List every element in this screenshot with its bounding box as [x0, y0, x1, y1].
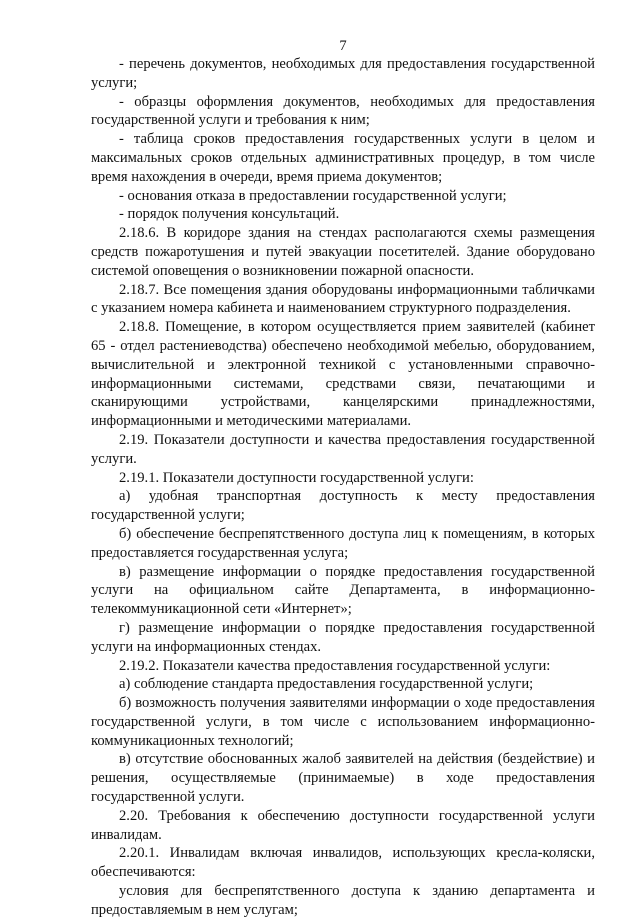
paragraph-2-20: 2.20. Требования к обеспечению доступности государственной услуги инвалидам.	[91, 807, 595, 843]
paragraph-2-18-6: 2.18.6. В коридоре здания на стендах располагаются схемы размещения средств пожаротушения и путей эвакуации посетителей. Здание оборудовано системой оповещения о возникновении пожарной опасности.	[91, 225, 595, 279]
paragraph-2-19-2-b: б) возможность получения заявителями информации о ходе предоставления государственной услуги, в том числе с использованием информационно-коммуникационных технологий;	[91, 695, 595, 749]
paragraph-2-19: 2.19. Показатели доступности и качества предоставления государственной услуги.	[91, 431, 595, 467]
paragraph-2-19-1-b: б) обеспечение беспрепятственного доступа лиц к помещениям, в которых предоставляется государственная услуга;	[91, 525, 595, 561]
paragraph-list-consultations: - порядок получения консультаций.	[119, 206, 340, 223]
paragraph-list-samples: - образцы оформления документов, необходимых для предоставления государственной услуги и требования к ним;	[91, 93, 595, 129]
paragraph-2-19-2-a: а) соблюдение стандарта предоставления государственной услуги;	[119, 676, 534, 693]
paragraph-2-19-2: 2.19.2. Показатели качества предоставления государственной услуги:	[119, 657, 551, 674]
page-number: 7	[339, 38, 347, 54]
paragraph-conditions: условия для беспрепятственного доступа к зданию департамента и предоставляемым в нем услугам;	[91, 883, 595, 918]
paragraph-2-18-8: 2.18.8. Помещение, в котором осуществляется прием заявителей (кабинет 65 - отдел растениеводства) обеспечено необходимой мебелью, оборудованием, вычислительной и электронной техникой с установленными справочно-информационными системами, средствами связи, печатающими и сканирующими устройствами, канцелярскими принадлежностями, информационными и методическими материалами.	[91, 319, 595, 430]
document-body	[91, 55, 595, 920]
paragraph-list-deadlines: - таблица сроков предоставления государственных услуги в целом и максимальных сроков отдельных административных процедур, в том числе время нахождения в очереди, время приема документов;	[91, 131, 595, 185]
paragraph-2-19-2-v: в) отсутствие обоснованных жалоб заявителей на действия (бездействие) и решения, осуществляемые (принимаемые) в ходе предоставления государственной услуги.	[91, 751, 595, 806]
paragraph-2-19-1: 2.19.1. Показатели доступности государственной услуги:	[119, 469, 474, 486]
paragraph-2-19-1-a: а) удобная транспортная доступность к месту предоставления государственной услуги;	[91, 488, 595, 524]
paragraph-2-19-1-g: г) размещение информации о порядке предоставления государственной услуги на информационных стендах.	[91, 619, 595, 655]
paragraph-list-documents: - перечень документов, необходимых для предоставления государственной услуги;	[91, 56, 595, 91]
paragraph-list-refusal: - основания отказа в предоставлении государственной услуги;	[119, 187, 507, 204]
paragraph-2-20-1: 2.20.1. Инвалидам включая инвалидов, использующих кресла-коляски, обеспечиваются:	[91, 845, 595, 881]
paragraph-2-18-7: 2.18.7. Все помещения здания оборудованы информационными табличками с указанием номера кабинета и наименованием структурного подразделения.	[91, 281, 595, 317]
paragraph-2-19-1-v: в) размещение информации о порядке предоставления государственной услуги на официальном сайте Департамента, в информационно-телекоммуникационной сети «Интернет»;	[91, 563, 595, 618]
